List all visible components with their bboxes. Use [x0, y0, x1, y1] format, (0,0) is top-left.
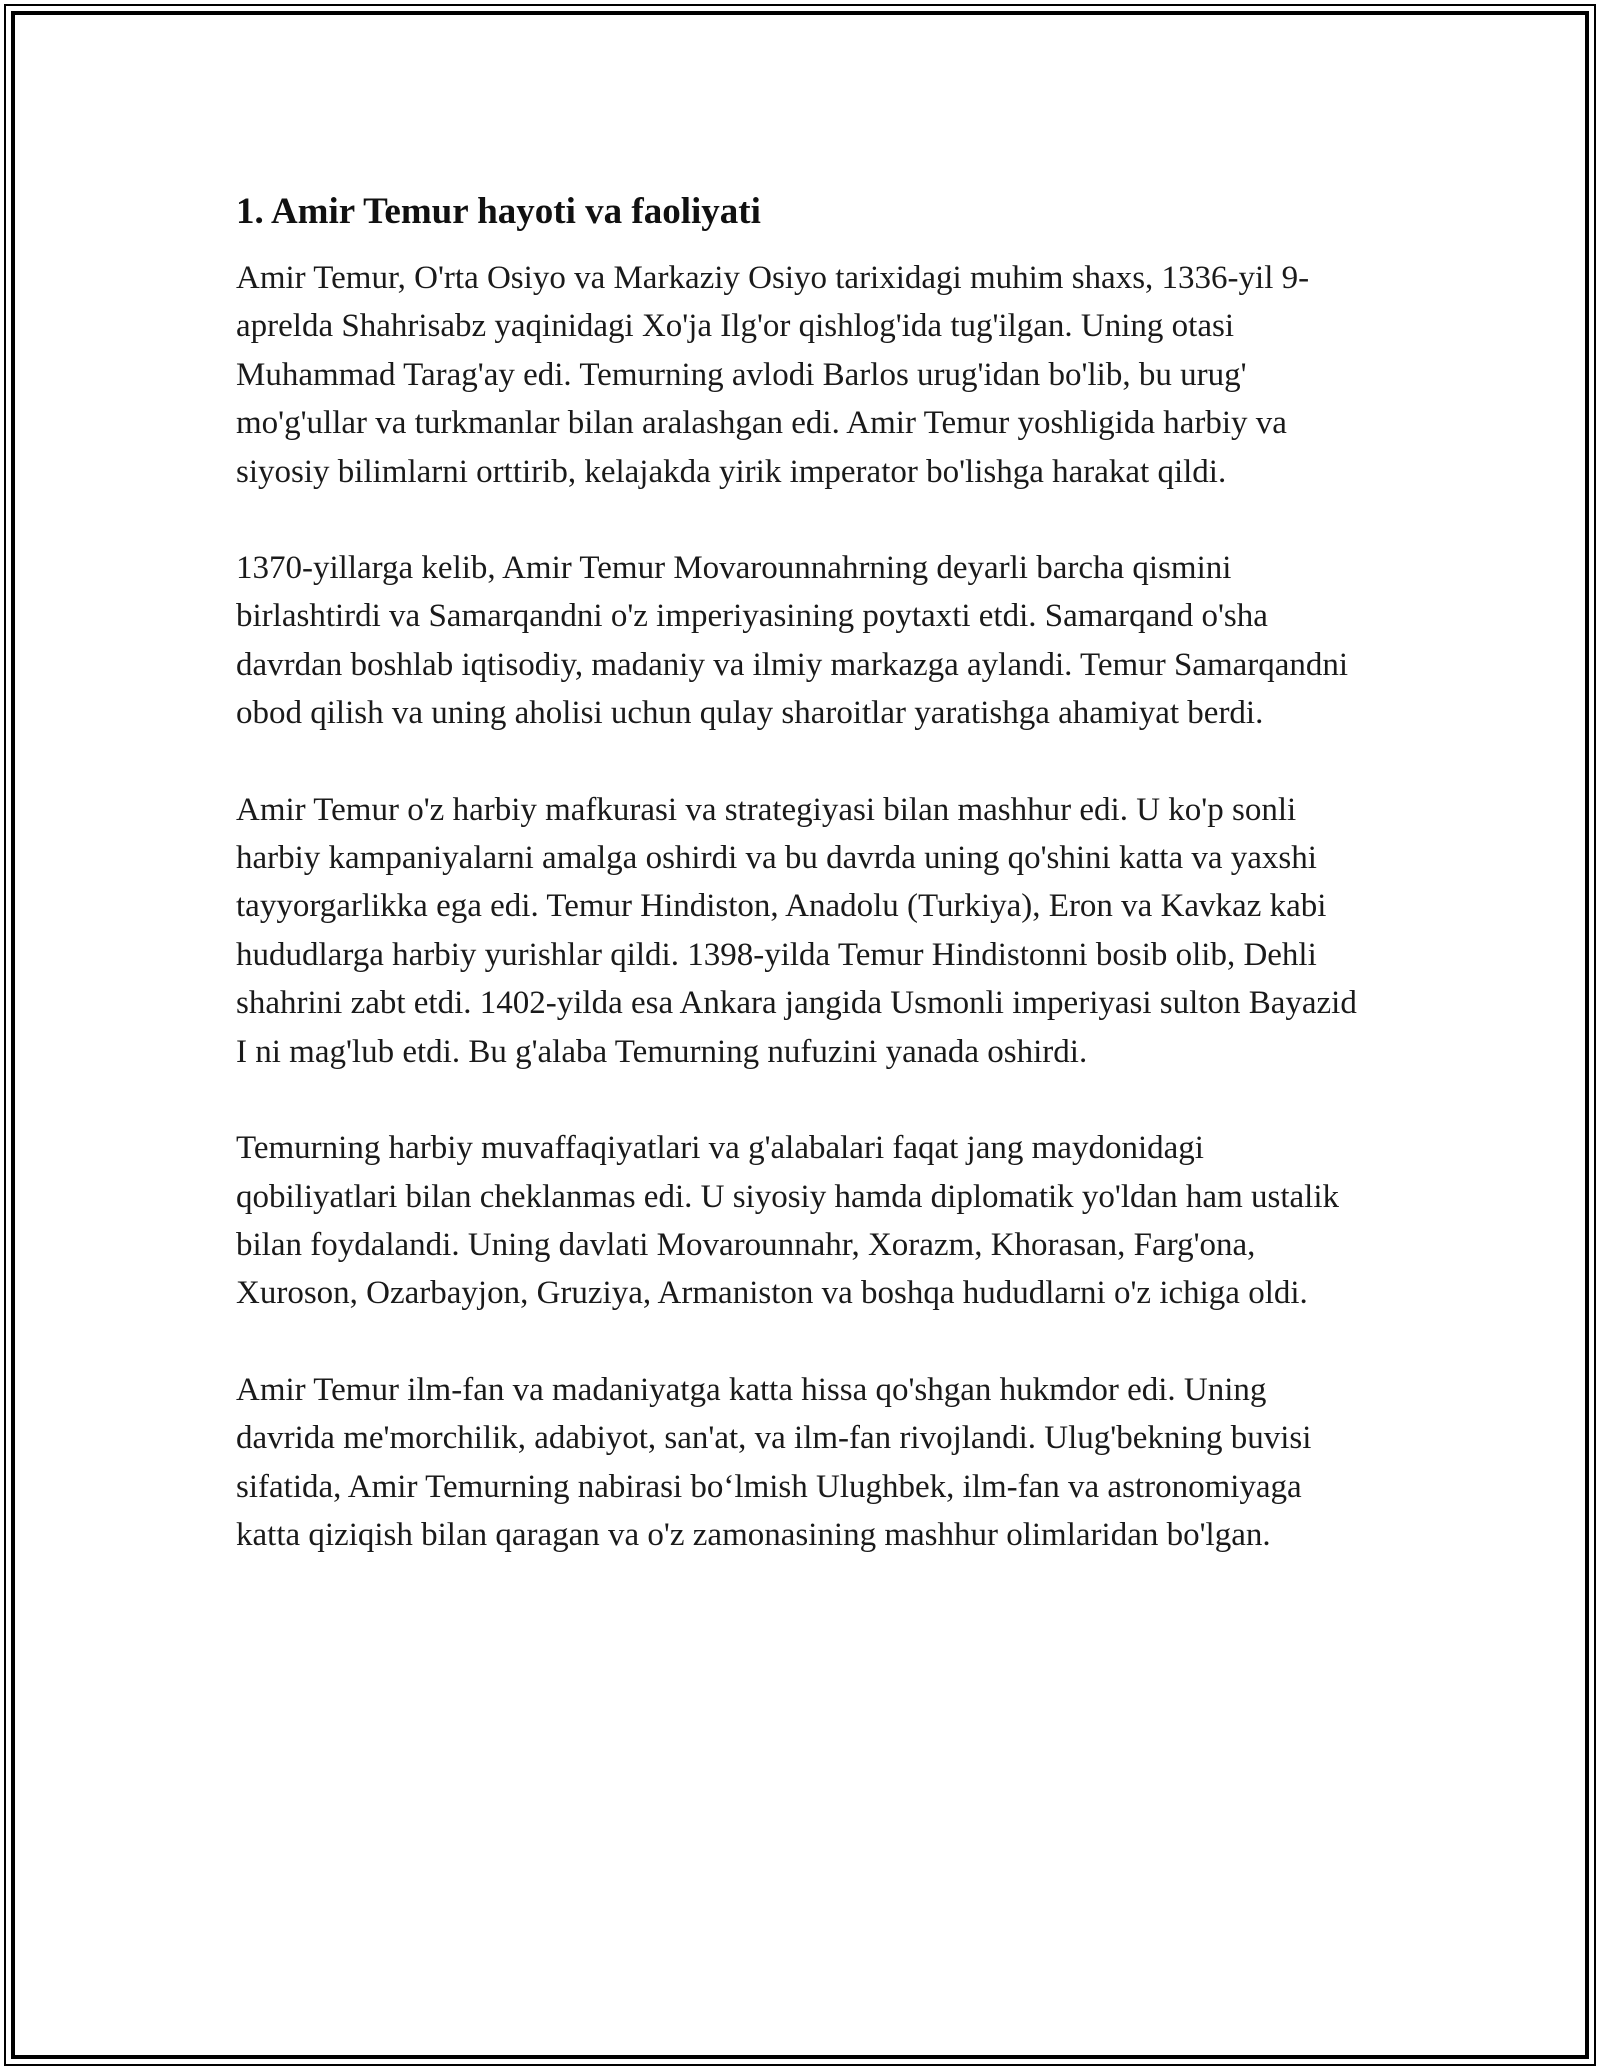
- paragraph-birth-early-life: Amir Temur, O'rta Osiyo va Markaziy Osiyo tarixidagi muhim shaxs, 1336-yil 9-aprelda Shahrisabz yaqinidagi Xo'ja Ilg'or qishlog'ida tug'ilgan. Uning otasi Muhammad Tarag'ay edi. Temurning avlodi Barlos urug'idan bo'lib, bu urug' mo'g'ullar va turkmanlar bilan aralashgan edi. Amir Temur yoshligida harbiy va siyosiy bilimlarni orttirib, kelajakda yirik imperator bo'lishga harakat qildi.: [236, 260, 1310, 490]
- paragraph-samarkand-capital: 1370-yillarga kelib, Amir Temur Movarounnahrning deyarli barcha qismini birlashtirdi va Samarqandni o'z imperiyasining poytaxti etdi. Samarqand o'sha davrdan boshlab iqtisodiy, madaniy va ilmiy markazga aylandi. Temur Samarqandni obod qilish va uning aholisi uchun qulay sharoitlar yaratishga ahamiyat berdi.: [236, 550, 1349, 732]
- paragraph-military-campaigns: Amir Temur o'z harbiy mafkurasi va strategiyasi bilan mashhur edi. U ko'p sonli harbiy kampaniyalarni amalga oshirdi va bu davrda uning qo'shini katta va yaxshi tayyorgarlikka ega edi. Temur Hindiston, Anadolu (Turkiya), Eron va Kavkaz kabi hududlarga harbiy yurishlar qildi. 1398-yilda Temur Hindistonni bosib olib, Dehli shahrini zabt etdi. 1402-yilda esa Ankara jangida Usmonli imperiyasi sulton Bayazid I ni mag'lub etdi. Bu g'alaba Temurning nufuzini yanada oshirdi.: [236, 791, 1357, 1070]
- paragraph-science-culture: Amir Temur ilm-fan va madaniyatga katta hissa qo'shgan hukmdor edi. Uning davrida me'morchilik, adabiyot, san'at, va ilm-fan rivojlandi. Ulug'bekning buvisi sifatida, Amir Temurning nabirasi bo‘lmish Ulughbek, ilm-fan va astronomiyaga katta qiziqish bilan qaragan va o'z zamonasining mashhur olimlaridan bo'lgan.: [236, 1371, 1312, 1553]
- document-title: 1. Amir Temur hayoti va faoliyati: [236, 191, 761, 232]
- document-body: [236, 186, 1366, 1607]
- paragraph-diplomacy-territories: Temurning harbiy muvaffaqiyatlari va g'alabalari faqat jang maydonidagi qobiliyatlari bilan cheklanmas edi. U siyosiy hamda diplomatik yo'ldan ham ustalik bilan foydalandi. Uning davlati Movarounnahr, Xorazm, Khorasan, Farg'ona, Xuroson, Ozarbayjon, Gruziya, Armaniston va boshqa hududlarni o'z ichiga oldi.: [236, 1130, 1339, 1312]
